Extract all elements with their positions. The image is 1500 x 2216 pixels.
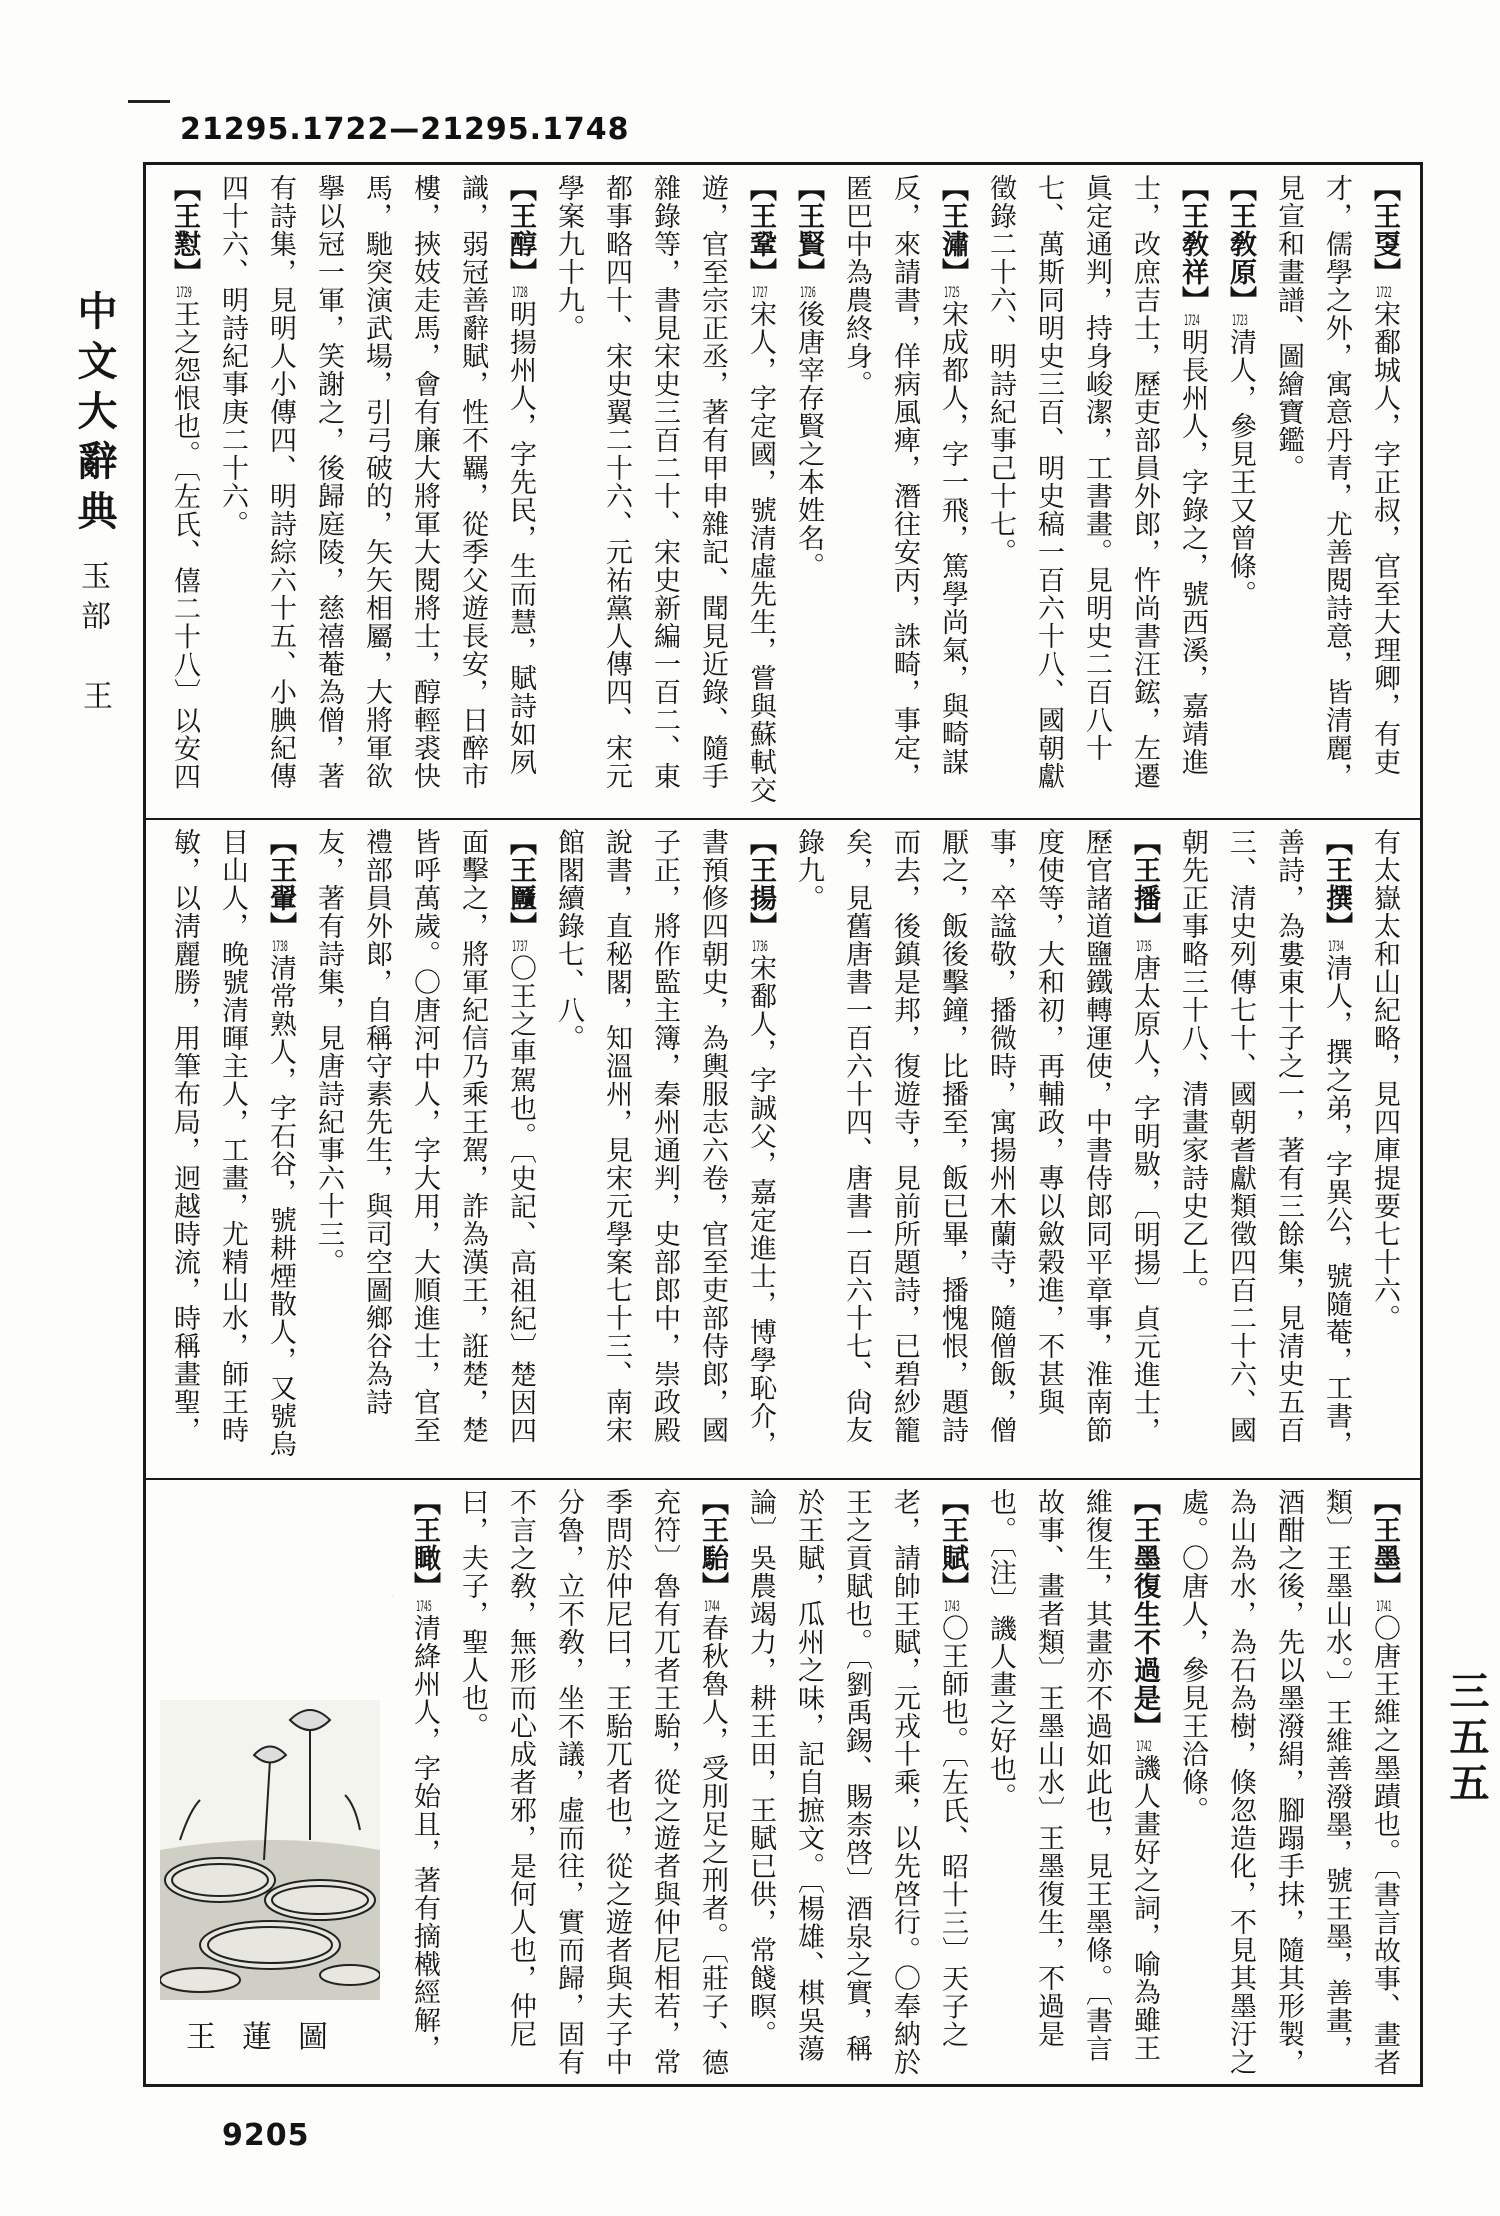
dictionary-entry xyxy=(1264,174,1408,810)
entry-number: 1722 xyxy=(1376,286,1392,300)
dictionary-entry xyxy=(160,174,208,810)
entry-headword: 【王賦】 xyxy=(937,1488,968,1600)
entry-definition: 宋成都人，字一飛，篤學尚氣，與畸謀反，來請書，佯病風痺，潛往安丙，誅畸，事定，匿巴中為農終身。 xyxy=(841,174,968,790)
entry-number: 1724 xyxy=(1184,314,1200,328)
band-divider-2 xyxy=(143,1478,1423,1480)
entry-range-header: 21295.1722—21295.1748 xyxy=(180,112,630,147)
entry-headword: 【王播】 xyxy=(1129,828,1160,940)
text-band-bottom xyxy=(392,1488,1408,2078)
entry-definition: 宋鄱城人，字正叔，官至大理卿，有吏才，儒學之外，寓意丹青，尤善閱詩意，皆清麗，見宣和畫譜、圖繪寶鑑。 xyxy=(1273,174,1400,790)
entry-definition: 譏人畫好之詞，喻為雖王維復生，其畫亦不過如此也，見王墨條。〔書言故事、畫者類〕王墨山水〕王墨復生，不過是也。〔注〕譏人畫之好也。 xyxy=(985,1488,1160,2063)
entry-number: 1728 xyxy=(512,286,528,300)
dictionary-entry xyxy=(544,828,784,1470)
dictionary-entry xyxy=(208,174,544,810)
text-band-top xyxy=(160,174,1408,810)
entry-number: 1723 xyxy=(1232,314,1248,328)
entry-headword: 【王潚】 xyxy=(937,174,968,286)
entry-definition: 清人，參見王又曾條。 xyxy=(1225,328,1256,608)
entry-number: 1726 xyxy=(800,286,816,300)
dictionary-entry xyxy=(1360,828,1408,1470)
entry-number: 1743 xyxy=(944,1600,960,1614)
entry-definition: 〇王師也。〔左氏、昭十三〕天子之老，請帥王賦，元戎十乘，以先啓行。〇奉納於王之貢賦也。〔劉禹錫、賜柰啓〕酒泉之實，稱於王賦，瓜州之味，記自摭文。〔楊雄、棋吳蕩論〕吳農竭力，耕王田，王賦已供，常餞瞑。 xyxy=(745,1488,968,2076)
entry-headword: 【王翬】 xyxy=(265,828,296,940)
entry-headword: 【王墨】 xyxy=(1369,1488,1400,1600)
entry-definition: 王之怨恨也。〔左氏、僖二十八〕以安四 xyxy=(169,300,200,791)
entry-number: 1738 xyxy=(272,940,288,954)
dictionary-entry xyxy=(976,174,1216,810)
dictionary-entry xyxy=(784,174,832,810)
dictionary-entry xyxy=(1168,828,1360,1470)
entry-definition: 唐太原人，字明敭，〔明揚〕貞元進士，歷官諸道鹽鐵轉運使，中書侍郎同平章事，淮南節度使等，大和初，再輔政，專以斂榖進，不甚與事，卒諡敬，播微時，寓揚州木蘭寺，隨僧飯，僧厭之，飯後擊鐘，比播至，飯已畢，播愧恨，題詩而去，後鎮是邦，復遊寺，見前所題詩，已碧紗籠矣，見舊唐書一百六十四、唐書一百六十七、尙友錄九。 xyxy=(793,828,1160,1445)
entry-number: 1737 xyxy=(512,940,528,954)
entry-definition: 〇王之車駕也。〔史記、高祖紀〕楚因四面擊之，將軍紀信乃乘王駕，詐為漢王，誑楚，楚皆呼萬歲。〇唐河中人，字大用，大順進士，官至禮部員外郞，自稱守素先生，與司空圖鄉谷為詩友，著有詩集，見唐詩紀事六十三。 xyxy=(313,828,536,1445)
entry-headword: 【王揚】 xyxy=(745,828,776,940)
entry-number: 1742 xyxy=(1136,1740,1152,1754)
entry-definition: 宋鄱人，字誠父，嘉定進士，博學恥介，書預修四朝史，為輿服志六卷，官至吏部侍郎，國子正，將作監主簿，秦州通判，史部郎中，崇政殿說書，直秘閣，知溫州，見宋元學案七十三、南宋館閣續錄七、八。 xyxy=(553,828,776,1458)
entry-definition: 清人，撰之弟，字異公，號隨菴，工書，善詩，為婁東十子之一，著有三餘集，見清史五百三、清史列傳七十、國朝耆獻類徵四百二十六、國朝先正事略三十八、清畫家詩史乙上。 xyxy=(1177,828,1352,1458)
dictionary-entry xyxy=(160,828,304,1470)
entry-headword: 【王瞰】 xyxy=(409,1488,440,1600)
top-dash xyxy=(128,100,170,103)
entry-headword: 【王賢】 xyxy=(793,174,824,286)
victoria-lotus-figure xyxy=(160,1700,380,2066)
dictionary-entry xyxy=(304,828,544,1470)
dictionary-entry xyxy=(448,1488,736,2078)
entry-headword: 【王敎祥】 xyxy=(1177,174,1208,314)
entry-number: 1734 xyxy=(1328,940,1344,954)
dictionary-entry xyxy=(736,1488,976,2078)
text-band-middle xyxy=(160,828,1408,1470)
entry-definition: 明揚州人，字先民，生而慧，賦詩如夙識，弱冠善辭賦，性不羈，從季父遊長安，日醉市樓，挾妓走馬，會有廉大將軍大閱將士，醇輕裘快馬，馳突演武場，引弓破的，矢矢相屬，大將軍欲擧以冠一軍，笑謝之，後歸庭陵，慈禧菴為僧，著有詩集，見明人小傳四、明詩綜六十五、小腆紀傳四十六、明詩紀事庚二十六。 xyxy=(217,174,536,790)
entry-definition: 清絳州人，字始且，著有摘橶經解， xyxy=(409,1614,440,2062)
dictionary-entry xyxy=(832,174,976,810)
entry-headword: 【王墨復生不過是】 xyxy=(1129,1488,1160,1740)
entry-number: 1741 xyxy=(1376,1600,1392,1614)
entry-headword: 【王醇】 xyxy=(505,174,536,286)
entry-headword: 【王撰】 xyxy=(1321,828,1352,940)
entry-headword: 【王㔶】 xyxy=(505,828,536,940)
entry-number: 1735 xyxy=(1136,940,1152,954)
lotus-illustration-icon xyxy=(160,1700,380,2000)
radical-section: 玉部 xyxy=(75,560,110,640)
entry-number: 1725 xyxy=(944,286,960,300)
dictionary-entry xyxy=(1216,174,1264,810)
radical-char: 王 xyxy=(77,680,112,710)
entry-number: 1745 xyxy=(416,1600,432,1614)
entry-definition: 春秋魯人，受刖足之刑者。〔莊子、德充符〕魯有兀者王駘，從之遊者與仲尼相若，常季問於仲尼曰，王駘兀者也，從之遊者與夫子中分魯，立不敎，坐不議，虛而往，實而歸，固有不言之敎，無形而心成者邪，是何人也，仲尼曰，夫子，聖人也。 xyxy=(457,1488,728,2077)
entry-number: 1744 xyxy=(704,1600,720,1614)
footer-page-number: 9205 xyxy=(222,2118,310,2153)
entry-headword: 【王鞏】 xyxy=(745,174,776,286)
dictionary-entry xyxy=(784,828,1168,1470)
dictionary-entry xyxy=(976,1488,1168,2078)
entry-number: 1736 xyxy=(752,940,768,954)
entry-definition: 清常熟人，字石谷，號耕煙散人，又號烏目山人，晚號清暉主人，工畫，尤精山水，師王時敏，以淸麗勝，用筆布局，迥越時流，時稱畫聖， xyxy=(169,828,296,1458)
figure-caption: 王蓮圖 xyxy=(186,2020,354,2055)
band-divider-1 xyxy=(143,818,1423,820)
entry-headword: 【王敎原】 xyxy=(1225,174,1256,314)
entry-definition: 明長州人，字錄之，號西溪，嘉靖進士，改庶吉士，歷吏部員外郎，忤尚書汪鋐，左遷眞定通判，持身峻潔，工書畫。見明史二百八十七、萬斯同明史三百、明史稿一百六十八、國朝獻徵錄二十六、明詩紀事己十七。 xyxy=(985,174,1208,790)
entry-definition: 宋人，字定國，號清虛先生，嘗與蘇軾交遊，官至宗正丞，著有甲申雜記、聞見近錄、隨手雜錄等，書見宋史三百二十、宋史新編一百二、東都事略四十、宋史翼二十六、元祐黨人傳四、宋元學案九十九。 xyxy=(553,174,776,804)
entry-headword: 【王㪅】 xyxy=(1369,174,1400,286)
entry-headword: 【王懟】 xyxy=(169,174,200,286)
dictionary-entry xyxy=(1168,1488,1408,2078)
entry-definition: 有太嶽太和山紀略，見四庫提要七十六。 xyxy=(1369,828,1400,1332)
entry-definition: 後唐宰存賢之本姓名。 xyxy=(793,300,824,580)
entry-number: 1727 xyxy=(752,286,768,300)
dictionary-entry xyxy=(544,174,784,810)
entry-number: 1729 xyxy=(176,286,192,300)
dictionary-title: 中文大辭典 xyxy=(71,290,118,540)
dictionary-entry xyxy=(392,1488,448,2078)
page-number-chinese: 三五五 xyxy=(1443,1670,1490,1808)
entry-definition: 〇唐王維之墨蹟也。〔書言故事、畫者類〕王墨山水。〕王維善潑墨，號王墨，善畫，酒酣之後，先以墨潑絹，腳蹋手抹，隨其形製，為山為水，為石為樹，倏忽造化，不見其墨汙之處。〇唐人，參見王洽條。 xyxy=(1177,1488,1400,2077)
entry-headword: 【王駘】 xyxy=(697,1488,728,1600)
